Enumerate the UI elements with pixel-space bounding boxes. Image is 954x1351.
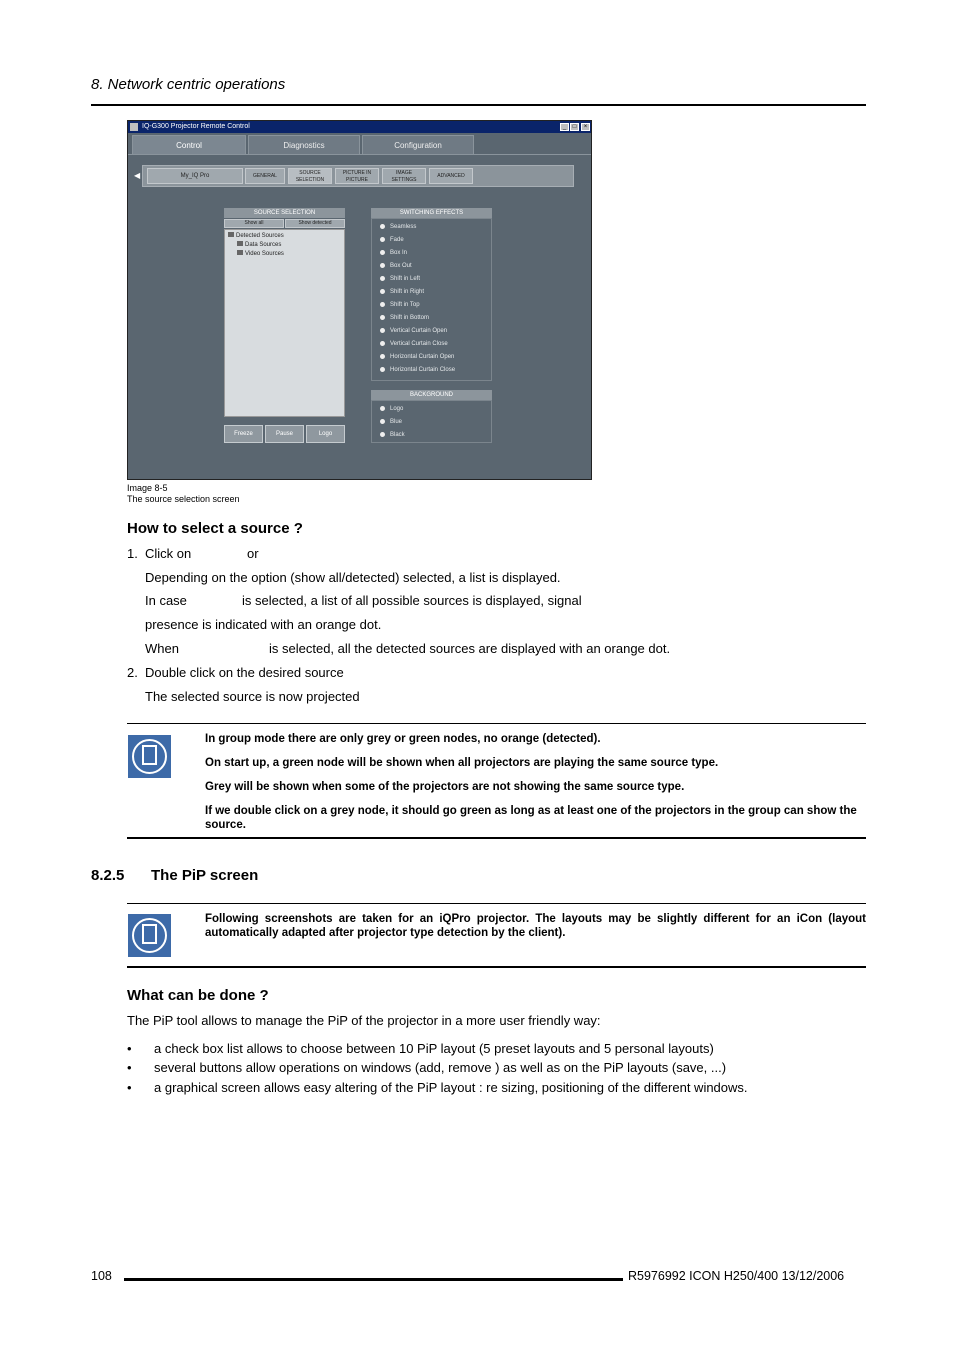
radio-icon bbox=[380, 367, 385, 372]
left-arrow-icon[interactable]: ◀ bbox=[134, 171, 141, 180]
effect-shift-left[interactable]: Shift in Left bbox=[380, 276, 420, 282]
background-blue[interactable]: Blue bbox=[380, 419, 402, 425]
effect-horizontal-close[interactable]: Horizontal Curtain Close bbox=[380, 367, 455, 373]
paragraph-1: Depending on the option (show all/detected) selected, a list is displayed. bbox=[145, 570, 561, 585]
show-detected-button[interactable]: Show detected bbox=[285, 219, 345, 228]
tree-node-video[interactable]: Video Sources bbox=[237, 250, 284, 257]
advanced-button[interactable]: ADVANCED bbox=[429, 168, 473, 184]
radio-icon bbox=[380, 406, 385, 411]
paragraph-3: presence is indicated with an orange dot. bbox=[145, 617, 382, 632]
note1-top-rule bbox=[127, 723, 866, 724]
radio-icon bbox=[380, 341, 385, 346]
what-intro: The PiP tool allows to manage the PiP of the projector in a more user friendly way: bbox=[127, 1013, 601, 1028]
window-titlebar bbox=[128, 121, 591, 133]
paragraph-2a: In case bbox=[145, 593, 187, 608]
source-selection-button[interactable]: SOURCE SELECTION bbox=[288, 168, 332, 184]
folder-icon bbox=[237, 241, 243, 246]
tree-node-data[interactable]: Data Sources bbox=[237, 241, 281, 248]
note1-bottom-rule bbox=[127, 837, 866, 839]
effect-shift-top[interactable]: Shift in Top bbox=[380, 302, 420, 308]
close-icon[interactable]: × bbox=[581, 123, 590, 131]
radio-icon bbox=[380, 224, 385, 229]
note1-line1: In group mode there are only grey or green nodes, no orange (detected). bbox=[205, 733, 601, 745]
radio-icon bbox=[380, 263, 385, 268]
background-panel bbox=[371, 400, 492, 443]
running-header: 8. Network centric operations bbox=[91, 76, 286, 93]
source-selection-title: SOURCE SELECTION bbox=[224, 208, 345, 218]
effect-vertical-open[interactable]: Vertical Curtain Open bbox=[380, 328, 447, 334]
step2-text: Double click on the desired source bbox=[145, 665, 344, 680]
section-title-select: How to select a source ? bbox=[127, 520, 303, 537]
step1-text-a: Click on bbox=[145, 546, 192, 561]
app-icon bbox=[130, 123, 138, 131]
note1-line3: Grey will be shown when some of the projectors are not showing the same source type. bbox=[205, 781, 685, 793]
paragraph-2b: is selected, a list of all possible sources is displayed, signal bbox=[242, 593, 582, 608]
control-toolbar bbox=[142, 165, 574, 187]
step2-number: 2. bbox=[127, 665, 138, 680]
effect-box-out[interactable]: Box Out bbox=[380, 263, 412, 269]
switching-effects-title: SWITCHING EFFECTS bbox=[371, 208, 492, 218]
effect-seamless[interactable]: Seamless bbox=[380, 224, 416, 230]
folder-icon bbox=[228, 232, 234, 237]
paragraph-5: The selected source is now projected bbox=[145, 689, 360, 704]
background-black[interactable]: Black bbox=[380, 432, 405, 438]
step1-number: 1. bbox=[127, 546, 138, 561]
radio-icon bbox=[380, 315, 385, 320]
effect-horizontal-open[interactable]: Horizontal Curtain Open bbox=[380, 354, 454, 360]
show-all-button[interactable]: Show all bbox=[224, 219, 284, 228]
footer-rule bbox=[124, 1278, 623, 1281]
note2-text: Following screenshots are taken for an iQPro projector. The layouts may be slightly different for an iCon (layout automatically adapted after projector type detection by the client). bbox=[205, 913, 866, 939]
note-icon bbox=[128, 914, 171, 957]
freeze-button[interactable]: Freeze bbox=[224, 425, 263, 443]
minimize-icon[interactable]: _ bbox=[560, 123, 569, 131]
projector-name[interactable]: My_IQ Pro bbox=[147, 168, 243, 184]
image-label: Image 8-5 bbox=[127, 483, 168, 493]
note1-line2: On start up, a green node will be shown when all projectors are playing the same source type. bbox=[205, 757, 719, 769]
bullet-marker: • bbox=[127, 1080, 132, 1095]
pip-button[interactable]: PICTURE IN PICTURE bbox=[335, 168, 379, 184]
header-rule bbox=[91, 104, 866, 106]
pause-button[interactable]: Pause bbox=[265, 425, 304, 443]
note2-bottom-rule bbox=[127, 966, 866, 968]
effect-box-in[interactable]: Box In bbox=[380, 250, 407, 256]
radio-icon bbox=[380, 276, 385, 281]
page-number: 108 bbox=[91, 1269, 112, 1283]
switching-effects-panel bbox=[371, 218, 492, 381]
source-tree[interactable] bbox=[224, 229, 345, 417]
image-settings-button[interactable]: IMAGE SETTINGS bbox=[382, 168, 426, 184]
bullet-1: a check box list allows to choose between 10 PiP layout (5 preset layouts and 5 personal layouts) bbox=[154, 1041, 714, 1056]
section-title-what: What can be done ? bbox=[127, 987, 269, 1004]
background-logo[interactable]: Logo bbox=[380, 406, 403, 412]
note1-line4: If we double click on a grey node, it should go green as long as at least one of the projectors in the group can show the source. bbox=[205, 805, 857, 831]
radio-icon bbox=[380, 432, 385, 437]
radio-icon bbox=[380, 237, 385, 242]
document-reference: R5976992 ICON H250/400 13/12/2006 bbox=[628, 1269, 845, 1283]
effect-shift-right[interactable]: Shift in Right bbox=[380, 289, 424, 295]
effect-shift-bottom[interactable]: Shift in Bottom bbox=[380, 315, 429, 321]
tab-control[interactable]: Control bbox=[132, 135, 246, 154]
source-selection-screenshot bbox=[127, 120, 592, 480]
window-title: IQ-G300 Projector Remote Control bbox=[142, 123, 250, 130]
tab-configuration[interactable]: Configuration bbox=[362, 135, 474, 154]
radio-icon bbox=[380, 354, 385, 359]
radio-icon bbox=[380, 328, 385, 333]
tab-divider bbox=[128, 154, 591, 155]
background-title: BACKGROUND bbox=[371, 390, 492, 400]
radio-icon bbox=[380, 289, 385, 294]
maximize-icon[interactable]: □ bbox=[570, 123, 579, 131]
radio-icon bbox=[380, 250, 385, 255]
logo-button[interactable]: Logo bbox=[306, 425, 345, 443]
section-number-pip: 8.2.5 bbox=[91, 867, 125, 884]
radio-icon bbox=[380, 419, 385, 424]
general-button[interactable]: GENERAL bbox=[245, 168, 285, 184]
paragraph-4a: When bbox=[145, 641, 179, 656]
note-icon bbox=[128, 735, 171, 778]
radio-icon bbox=[380, 302, 385, 307]
effect-vertical-close[interactable]: Vertical Curtain Close bbox=[380, 341, 448, 347]
effect-fade[interactable]: Fade bbox=[380, 237, 404, 243]
tree-node-detected[interactable]: Detected Sources bbox=[228, 232, 284, 239]
step1-text-b: or bbox=[247, 546, 259, 561]
note2-top-rule bbox=[127, 903, 866, 904]
folder-icon bbox=[237, 250, 243, 255]
tab-diagnostics[interactable]: Diagnostics bbox=[248, 135, 360, 154]
bullet-marker: • bbox=[127, 1041, 132, 1056]
paragraph-4b: is selected, all the detected sources are displayed with an orange dot. bbox=[269, 641, 671, 656]
bullet-marker: • bbox=[127, 1060, 132, 1075]
bullet-3: a graphical screen allows easy altering of the PiP layout : re sizing, positioning of the different windows. bbox=[154, 1080, 748, 1095]
bullet-2: several buttons allow operations on windows (add, remove ) as well as on the PiP layouts (save, ...) bbox=[154, 1060, 727, 1075]
section-title-pip: The PiP screen bbox=[151, 867, 259, 884]
image-caption: The source selection screen bbox=[127, 494, 240, 504]
